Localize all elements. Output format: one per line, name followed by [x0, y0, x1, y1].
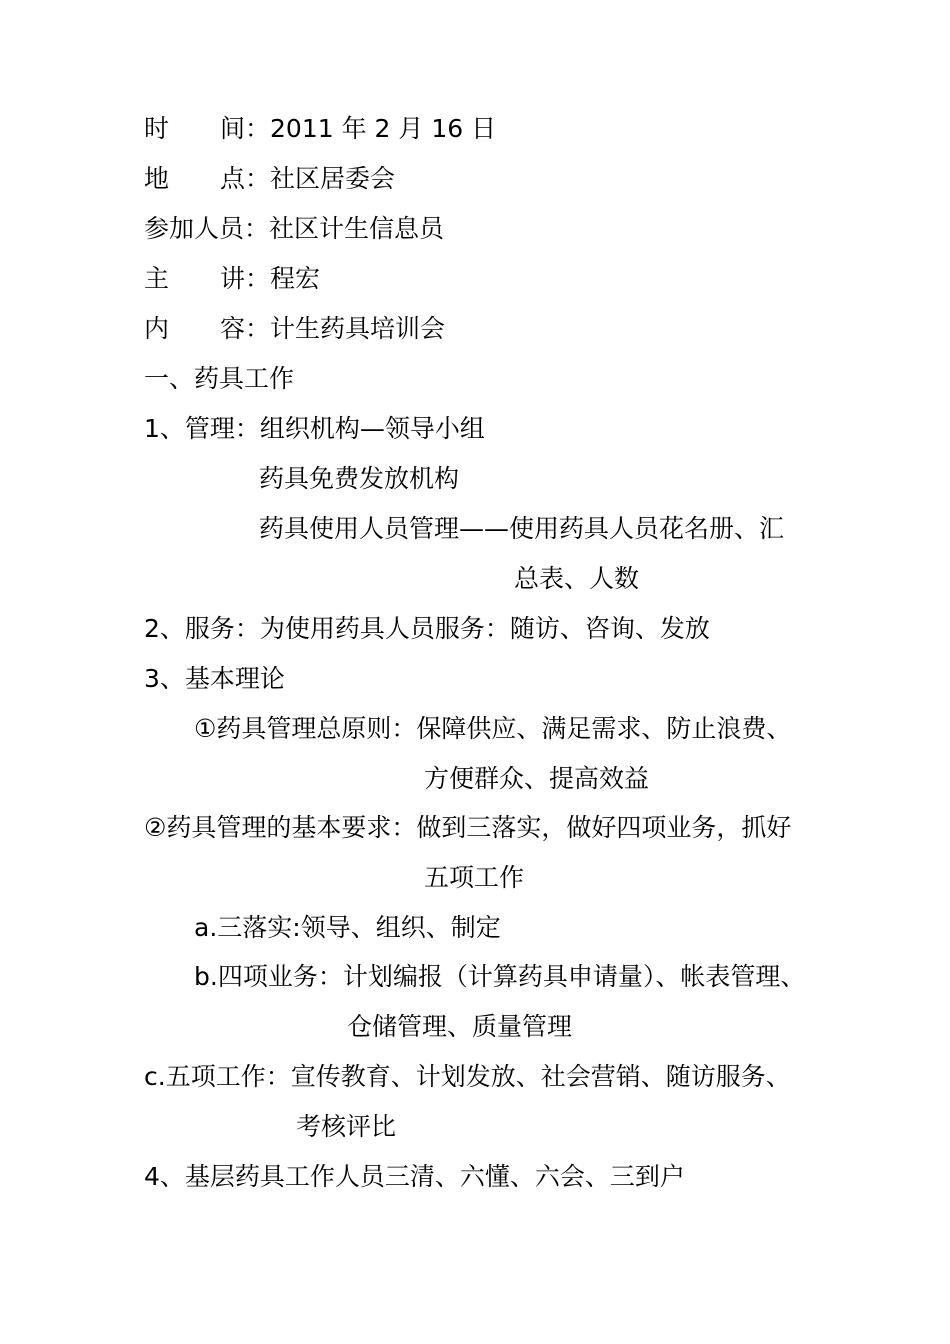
item-4: 4、基层药具工作人员三清、六懂、六会、三到户 [144, 1162, 685, 1191]
attendees-value: 社区计生信息员 [269, 214, 445, 243]
item-1-sub-2: 药具使用人员管理——使用药具人员花名册、汇 [259, 514, 785, 543]
section-1-title: 一、药具工作 [144, 364, 295, 393]
time-line [144, 111, 496, 147]
place-line [144, 161, 395, 197]
content-line [144, 311, 445, 347]
speaker-value: 程宏 [270, 264, 321, 293]
item-2: 2、服务：为使用药具人员服务：随访、咨询、发放 [144, 614, 710, 643]
place-label-2: 点： [220, 164, 271, 193]
item-3-b: ②药具管理的基本要求：做到三落实，做好四项业务，抓好 [144, 813, 792, 842]
item-3-b-a: a.三落实:领导、组织、制定 [194, 913, 501, 942]
content-label-1: 内 [144, 314, 170, 343]
content-value: 计生药具培训会 [270, 314, 446, 343]
item-3-b-cont: 五项工作 [424, 863, 525, 892]
place-value: 社区居委会 [270, 164, 396, 193]
speaker-label-1: 主 [144, 264, 170, 293]
item-1-sub-1: 药具免费发放机构 [259, 464, 460, 493]
item-1: 1、管理：组织机构—领导小组 [144, 414, 485, 443]
item-1-sub-2-cont: 总表、人数 [514, 564, 640, 593]
item-3-a: ①药具管理总原则：保障供应、满足需求、防止浪费、 [194, 714, 792, 743]
attendees-label: 参加人员： [144, 214, 270, 243]
place-label-1: 地 [144, 164, 170, 193]
item-3-b-c-cont: 考核评比 [296, 1112, 397, 1141]
attendees-line [144, 211, 444, 247]
item-3: 3、基本理论 [144, 664, 285, 693]
item-3-b-c: c.五项工作：宣传教育、计划发放、社会营销、随访服务、 [144, 1062, 791, 1091]
speaker-label-2: 讲： [220, 264, 271, 293]
time-label-2: 间： [220, 114, 271, 143]
time-label-1: 时 [144, 114, 170, 143]
content-label-2: 容： [220, 314, 271, 343]
item-3-b-b: b.四项业务：计划编报（计算药具申请量）、帐表管理、 [194, 962, 806, 991]
item-3-a-cont: 方便群众、提高效益 [424, 764, 650, 793]
item-3-b-b-cont: 仓储管理、质量管理 [347, 1012, 573, 1041]
time-value: 2011 年 2 月 16 日 [270, 114, 497, 143]
speaker-line [144, 261, 320, 297]
